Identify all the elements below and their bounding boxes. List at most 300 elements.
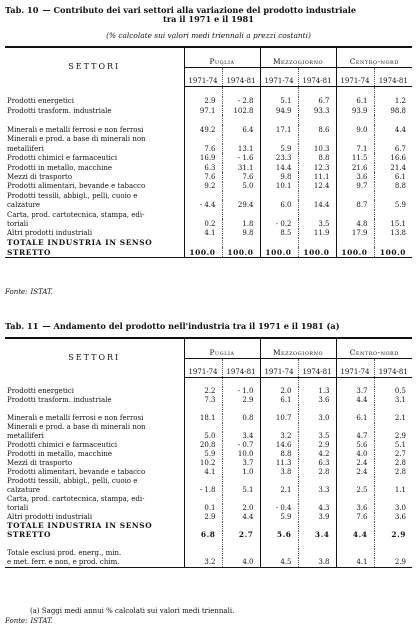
value-cell: 3.4 bbox=[222, 432, 260, 441]
value-cell: 29.4 bbox=[222, 200, 260, 209]
row-label: Prodotti alimentari, bevande e tabacco bbox=[7, 182, 146, 191]
table11-number: Tab. 11 bbox=[5, 321, 39, 331]
table10-number: Tab. 10 bbox=[5, 5, 39, 15]
excl-row bbox=[5, 558, 412, 568]
value-cell: 6.0 bbox=[260, 200, 298, 209]
row-label: Mezzi di trasporto bbox=[7, 458, 73, 467]
empty-cell bbox=[260, 549, 298, 558]
value-cell: 0.8 bbox=[222, 414, 260, 423]
value-cell: 4.1 bbox=[336, 558, 374, 568]
empty-cell bbox=[184, 191, 222, 200]
table-row bbox=[5, 459, 412, 468]
table11-period: 1971-74 bbox=[336, 358, 374, 377]
value-cell: 31.1 bbox=[222, 163, 260, 172]
excl-row bbox=[5, 549, 412, 558]
value-cell: 6.1 bbox=[374, 172, 412, 181]
table11-footnote: (a) Saggi medi annui % calcolati sui valori medi triennali. bbox=[30, 607, 235, 615]
table10-header-centro-nord: Centro-nord bbox=[336, 47, 412, 67]
value-cell: 7.6 bbox=[184, 172, 222, 181]
table-row bbox=[5, 504, 412, 513]
empty-cell bbox=[374, 210, 412, 219]
row-label: Prodotti energetici bbox=[7, 97, 75, 106]
row-label: Minerali e metalli ferrosi e non ferrosi bbox=[7, 413, 144, 422]
empty-cell bbox=[5, 86, 184, 97]
value-cell: 3.3 bbox=[298, 486, 336, 495]
value-cell: 2.0 bbox=[222, 504, 260, 513]
table-row bbox=[5, 210, 412, 219]
value-cell: 2.9 bbox=[374, 531, 412, 540]
value-cell: - 1.6 bbox=[222, 153, 260, 162]
value-cell: 3.6 bbox=[374, 513, 412, 522]
value-cell: 3.2 bbox=[184, 558, 222, 568]
value-cell: 1.1 bbox=[374, 486, 412, 495]
row-label: calzature bbox=[7, 485, 41, 494]
table11-header-settori: SETTORI bbox=[68, 352, 121, 362]
table10-period: 1974-81 bbox=[374, 67, 412, 86]
spacer-row bbox=[5, 540, 412, 549]
value-cell: 21.6 bbox=[336, 163, 374, 172]
value-cell: 4.4 bbox=[374, 125, 412, 134]
empty-cell bbox=[260, 423, 298, 432]
value-cell: 5.0 bbox=[222, 182, 260, 191]
empty-cell bbox=[184, 210, 222, 219]
empty-cell bbox=[336, 377, 374, 387]
empty-cell bbox=[184, 549, 222, 558]
value-cell: 16.6 bbox=[374, 153, 412, 162]
empty-cell bbox=[374, 423, 412, 432]
empty-cell bbox=[298, 549, 336, 558]
value-cell: 14.4 bbox=[260, 163, 298, 172]
value-cell: 3.5 bbox=[298, 432, 336, 441]
table-row bbox=[5, 229, 412, 238]
empty-cell bbox=[336, 135, 374, 144]
spacer-row bbox=[5, 405, 412, 414]
table10-period: 1971-74 bbox=[260, 67, 298, 86]
value-cell: 6.7 bbox=[298, 97, 336, 106]
value-cell: 4.1 bbox=[184, 468, 222, 477]
total-row bbox=[5, 522, 412, 531]
value-cell: 11.9 bbox=[298, 229, 336, 238]
value-cell: 100.0 bbox=[298, 247, 336, 257]
empty-cell bbox=[374, 477, 412, 486]
value-cell: 6.1 bbox=[260, 396, 298, 405]
value-cell: 0.2 bbox=[184, 219, 222, 228]
table11-header-puglia: Puglia bbox=[184, 338, 260, 358]
value-cell: 7.6 bbox=[222, 172, 260, 181]
value-cell: 5.9 bbox=[260, 144, 298, 153]
empty-cell bbox=[336, 210, 374, 219]
value-cell: 9.2 bbox=[184, 182, 222, 191]
value-cell: 100.0 bbox=[184, 247, 222, 257]
value-cell: 2.8 bbox=[374, 468, 412, 477]
empty-cell bbox=[222, 549, 260, 558]
empty-cell bbox=[336, 522, 374, 531]
value-cell: 2.4 bbox=[336, 468, 374, 477]
spacer-row bbox=[5, 86, 412, 97]
table-row bbox=[5, 423, 412, 432]
value-cell: 10.0 bbox=[222, 450, 260, 459]
table11-source-text: ISTAT. bbox=[30, 617, 53, 625]
empty-cell bbox=[184, 115, 222, 125]
row-label: Prodotti tessili, abbigl., pelli, cuoio e bbox=[7, 191, 138, 200]
value-cell: - 1.0 bbox=[222, 387, 260, 396]
table11-period: 1971-74 bbox=[260, 358, 298, 377]
value-cell: - 1.8 bbox=[184, 486, 222, 495]
table11-header-centro-nord: Centro-nord bbox=[336, 338, 412, 358]
value-cell: - 0.2 bbox=[260, 219, 298, 228]
table10-caption bbox=[5, 6, 412, 24]
value-cell: 11.5 bbox=[336, 153, 374, 162]
empty-cell bbox=[184, 238, 222, 247]
total-row bbox=[5, 238, 412, 247]
value-cell: 4.4 bbox=[336, 531, 374, 540]
value-cell: 5.1 bbox=[222, 486, 260, 495]
value-cell: 97.1 bbox=[184, 106, 222, 115]
value-cell: 3.0 bbox=[374, 504, 412, 513]
empty-cell bbox=[184, 135, 222, 144]
value-cell: 5.6 bbox=[260, 531, 298, 540]
value-cell: 5.9 bbox=[260, 513, 298, 522]
table10-period: 1974-81 bbox=[298, 67, 336, 86]
table10-header-settori: SETTORI bbox=[68, 61, 121, 71]
value-cell: 9.0 bbox=[336, 125, 374, 134]
empty-cell bbox=[222, 135, 260, 144]
value-cell: 12.3 bbox=[298, 163, 336, 172]
row-label: Prodotti energetici bbox=[7, 386, 75, 395]
spacer-row bbox=[5, 377, 412, 387]
empty-cell bbox=[5, 540, 184, 549]
value-cell: 10.7 bbox=[260, 414, 298, 423]
value-cell: 10.2 bbox=[184, 459, 222, 468]
row-label: Altri prodotti industriali bbox=[7, 229, 93, 238]
table11-title: — Andamento del prodotto nell'industria tra il 1971 e il 1981 (a) bbox=[42, 321, 340, 331]
row-label: Prodotti chimici e farmaceutici bbox=[7, 440, 118, 449]
row-label: Prodotti tessili, abbigl., pelli, cuoio e bbox=[7, 476, 138, 485]
empty-cell bbox=[374, 540, 412, 549]
table-row bbox=[5, 97, 412, 106]
value-cell: 3.7 bbox=[336, 387, 374, 396]
value-cell: 2.9 bbox=[298, 441, 336, 450]
empty-cell bbox=[374, 86, 412, 97]
empty-cell bbox=[222, 405, 260, 414]
row-label: TOTALE INDUSTRIA IN SENSO bbox=[7, 521, 153, 531]
empty-cell bbox=[222, 210, 260, 219]
value-cell: 3.6 bbox=[336, 172, 374, 181]
value-cell: 7.3 bbox=[184, 396, 222, 405]
row-label: Minerali e prod. a base di minerali non bbox=[7, 422, 146, 431]
value-cell: 8.6 bbox=[298, 125, 336, 134]
table10-source-label: Fonte: bbox=[5, 288, 28, 296]
empty-cell bbox=[336, 191, 374, 200]
table11 bbox=[5, 337, 412, 568]
value-cell: 2.2 bbox=[184, 387, 222, 396]
value-cell: 3.4 bbox=[298, 531, 336, 540]
value-cell: 9.7 bbox=[336, 182, 374, 191]
empty-cell bbox=[222, 522, 260, 531]
empty-cell bbox=[298, 477, 336, 486]
row-label: Prodotti in metallo, macchine bbox=[7, 163, 112, 172]
value-cell: 18.1 bbox=[184, 414, 222, 423]
table-row bbox=[5, 172, 412, 181]
table-row bbox=[5, 477, 412, 486]
table-row bbox=[5, 387, 412, 396]
value-cell: 3.5 bbox=[298, 219, 336, 228]
table-row bbox=[5, 125, 412, 134]
value-cell: 8.7 bbox=[336, 200, 374, 209]
value-cell: 3.6 bbox=[336, 504, 374, 513]
empty-cell bbox=[336, 115, 374, 125]
empty-cell bbox=[222, 86, 260, 97]
table10-title-line2: tra il 1971 e il 1981 bbox=[163, 14, 254, 25]
value-cell: 17.9 bbox=[336, 229, 374, 238]
value-cell: 4.5 bbox=[260, 558, 298, 568]
empty-cell bbox=[374, 405, 412, 414]
value-cell: 7.6 bbox=[184, 144, 222, 153]
empty-cell bbox=[336, 549, 374, 558]
value-cell: 2.8 bbox=[374, 459, 412, 468]
value-cell: 13.8 bbox=[374, 229, 412, 238]
value-cell: 49.2 bbox=[184, 125, 222, 134]
value-cell: 5.1 bbox=[260, 97, 298, 106]
table-row bbox=[5, 414, 412, 423]
value-cell: 14.6 bbox=[260, 441, 298, 450]
empty-cell bbox=[222, 477, 260, 486]
empty-cell bbox=[222, 423, 260, 432]
empty-cell bbox=[260, 405, 298, 414]
value-cell: 6.1 bbox=[336, 414, 374, 423]
table11-period: 1971-74 bbox=[184, 358, 222, 377]
row-label: STRETTO bbox=[7, 530, 51, 540]
empty-cell bbox=[260, 115, 298, 125]
empty-cell bbox=[374, 522, 412, 531]
row-label: toriali bbox=[7, 219, 29, 228]
table-row bbox=[5, 468, 412, 477]
row-label: Prodotti alimentari, bevande e tabacco bbox=[7, 467, 146, 476]
empty-cell bbox=[260, 495, 298, 504]
empty-cell bbox=[336, 423, 374, 432]
value-cell: 1.2 bbox=[374, 97, 412, 106]
empty-cell bbox=[298, 423, 336, 432]
table-row bbox=[5, 191, 412, 200]
empty-cell bbox=[336, 238, 374, 247]
empty-cell bbox=[222, 238, 260, 247]
value-cell: 2.7 bbox=[222, 531, 260, 540]
value-cell: 100.0 bbox=[374, 247, 412, 257]
value-cell: 4.4 bbox=[222, 513, 260, 522]
empty-cell bbox=[336, 495, 374, 504]
empty-cell bbox=[336, 86, 374, 97]
empty-cell bbox=[222, 191, 260, 200]
value-cell: 3.1 bbox=[374, 396, 412, 405]
empty-cell bbox=[184, 423, 222, 432]
table-row bbox=[5, 153, 412, 162]
value-cell: - 0.4 bbox=[260, 504, 298, 513]
empty-cell bbox=[298, 540, 336, 549]
empty-cell bbox=[184, 540, 222, 549]
empty-cell bbox=[184, 86, 222, 97]
row-label: Mezzi di trasporto bbox=[7, 172, 73, 181]
value-cell: 8.8 bbox=[260, 450, 298, 459]
row-label: Prodotti in metallo, macchine bbox=[7, 449, 112, 458]
value-cell: 2.0 bbox=[260, 387, 298, 396]
value-cell: 5.1 bbox=[374, 441, 412, 450]
table-row bbox=[5, 396, 412, 405]
value-cell: 4.7 bbox=[336, 432, 374, 441]
value-cell: 3.0 bbox=[298, 414, 336, 423]
row-label: metalliferi bbox=[7, 144, 44, 153]
empty-cell bbox=[374, 549, 412, 558]
empty-cell bbox=[298, 191, 336, 200]
table11-period: 1974-81 bbox=[374, 358, 412, 377]
empty-cell bbox=[260, 540, 298, 549]
empty-cell bbox=[298, 115, 336, 125]
empty-cell bbox=[184, 522, 222, 531]
row-label: Prodotti trasform. industriale bbox=[7, 106, 112, 115]
table-row bbox=[5, 200, 412, 209]
row-label: STRETTO bbox=[7, 247, 51, 257]
table10-period: 1971-74 bbox=[184, 67, 222, 86]
table-row bbox=[5, 163, 412, 172]
value-cell: 10.3 bbox=[298, 144, 336, 153]
value-cell: 100.0 bbox=[336, 247, 374, 257]
empty-cell bbox=[222, 115, 260, 125]
table-row bbox=[5, 135, 412, 144]
value-cell: 6.3 bbox=[298, 459, 336, 468]
empty-cell bbox=[260, 377, 298, 387]
table11-header-mezzogiorno: Mezzogiorno bbox=[260, 338, 336, 358]
value-cell: 2.1 bbox=[374, 414, 412, 423]
value-cell: 2.5 bbox=[336, 486, 374, 495]
value-cell: 9.8 bbox=[222, 229, 260, 238]
table10 bbox=[5, 46, 412, 258]
value-cell: 21.4 bbox=[374, 163, 412, 172]
empty-cell bbox=[336, 477, 374, 486]
row-label: toriali bbox=[7, 503, 29, 512]
value-cell: 98.8 bbox=[374, 106, 412, 115]
row-label: e met. ferr. e non, e prod. chim. bbox=[7, 557, 120, 566]
value-cell: 102.8 bbox=[222, 106, 260, 115]
value-cell: 8.8 bbox=[374, 182, 412, 191]
value-cell: 2.9 bbox=[374, 558, 412, 568]
row-label: Prodotti trasform. industriale bbox=[7, 395, 112, 404]
value-cell: 12.4 bbox=[298, 182, 336, 191]
value-cell: 15.1 bbox=[374, 219, 412, 228]
value-cell: 3.7 bbox=[222, 459, 260, 468]
value-cell: - 2.8 bbox=[222, 97, 260, 106]
row-label: Carta, prod. cartotecnica, stampa, edi- bbox=[7, 494, 145, 503]
value-cell: 3.6 bbox=[298, 396, 336, 405]
empty-cell bbox=[184, 477, 222, 486]
value-cell: 3.8 bbox=[260, 468, 298, 477]
value-cell: 5.0 bbox=[184, 432, 222, 441]
table11-period: 1974-81 bbox=[298, 358, 336, 377]
value-cell: 2.9 bbox=[222, 396, 260, 405]
value-cell: 20.8 bbox=[184, 441, 222, 450]
value-cell: 7.6 bbox=[336, 513, 374, 522]
table-row bbox=[5, 513, 412, 522]
value-cell: 9.8 bbox=[260, 172, 298, 181]
empty-cell bbox=[184, 495, 222, 504]
table-row bbox=[5, 486, 412, 495]
empty-cell bbox=[298, 86, 336, 97]
empty-cell bbox=[298, 495, 336, 504]
value-cell: 6.7 bbox=[374, 144, 412, 153]
value-cell: 3.8 bbox=[298, 558, 336, 568]
value-cell: - 0.7 bbox=[222, 441, 260, 450]
value-cell: 100.0 bbox=[222, 247, 260, 257]
empty-cell bbox=[298, 135, 336, 144]
table-row bbox=[5, 219, 412, 228]
value-cell: 2.7 bbox=[374, 450, 412, 459]
row-label: Minerali e metalli ferrosi e non ferrosi bbox=[7, 125, 144, 134]
empty-cell bbox=[260, 86, 298, 97]
value-cell: 4.8 bbox=[336, 219, 374, 228]
empty-cell bbox=[374, 238, 412, 247]
value-cell: 14.4 bbox=[298, 200, 336, 209]
table-row bbox=[5, 144, 412, 153]
value-cell: 10.1 bbox=[260, 182, 298, 191]
table10-source-text: ISTAT. bbox=[30, 288, 53, 296]
empty-cell bbox=[184, 377, 222, 387]
value-cell: 2.9 bbox=[184, 513, 222, 522]
empty-cell bbox=[5, 115, 184, 125]
value-cell: 6.1 bbox=[336, 97, 374, 106]
empty-cell bbox=[374, 135, 412, 144]
value-cell: 11.3 bbox=[260, 459, 298, 468]
row-label: Minerali e prod. a base di minerali non bbox=[7, 135, 146, 144]
empty-cell bbox=[298, 238, 336, 247]
value-cell: 4.0 bbox=[336, 450, 374, 459]
value-cell: 23.3 bbox=[260, 153, 298, 162]
value-cell: 4.2 bbox=[298, 450, 336, 459]
value-cell: 8.5 bbox=[260, 229, 298, 238]
value-cell: 93.9 bbox=[336, 106, 374, 115]
value-cell: 2.9 bbox=[374, 432, 412, 441]
empty-cell bbox=[374, 495, 412, 504]
empty-cell bbox=[298, 522, 336, 531]
value-cell: 4.3 bbox=[298, 504, 336, 513]
table10-period: 1971-74 bbox=[336, 67, 374, 86]
value-cell: 11.1 bbox=[298, 172, 336, 181]
empty-cell bbox=[260, 238, 298, 247]
empty-cell bbox=[374, 115, 412, 125]
total-row bbox=[5, 247, 412, 257]
table-row bbox=[5, 495, 412, 504]
value-cell: 1.3 bbox=[298, 387, 336, 396]
value-cell: 6.3 bbox=[184, 163, 222, 172]
value-cell: 0.5 bbox=[374, 387, 412, 396]
empty-cell bbox=[260, 191, 298, 200]
value-cell: 2.8 bbox=[298, 468, 336, 477]
empty-cell bbox=[260, 522, 298, 531]
empty-cell bbox=[260, 477, 298, 486]
table-row bbox=[5, 450, 412, 459]
empty-cell bbox=[5, 377, 184, 387]
value-cell: 2.1 bbox=[260, 486, 298, 495]
value-cell: 3.2 bbox=[260, 432, 298, 441]
value-cell: 2.9 bbox=[184, 97, 222, 106]
table10-subtitle: (% calcolate sui valori medi triennali a prezzi costanti) bbox=[106, 31, 311, 40]
value-cell: 6.4 bbox=[222, 125, 260, 134]
row-label: Carta, prod. cartotecnica, stampa, edi- bbox=[7, 210, 145, 219]
value-cell: 6.8 bbox=[184, 531, 222, 540]
table10-header-mezzogiorno: Mezzogiorno bbox=[260, 47, 336, 67]
empty-cell bbox=[374, 191, 412, 200]
value-cell: 5.6 bbox=[336, 441, 374, 450]
empty-cell bbox=[260, 135, 298, 144]
value-cell: 0.1 bbox=[184, 504, 222, 513]
row-label: calzature bbox=[7, 201, 41, 210]
